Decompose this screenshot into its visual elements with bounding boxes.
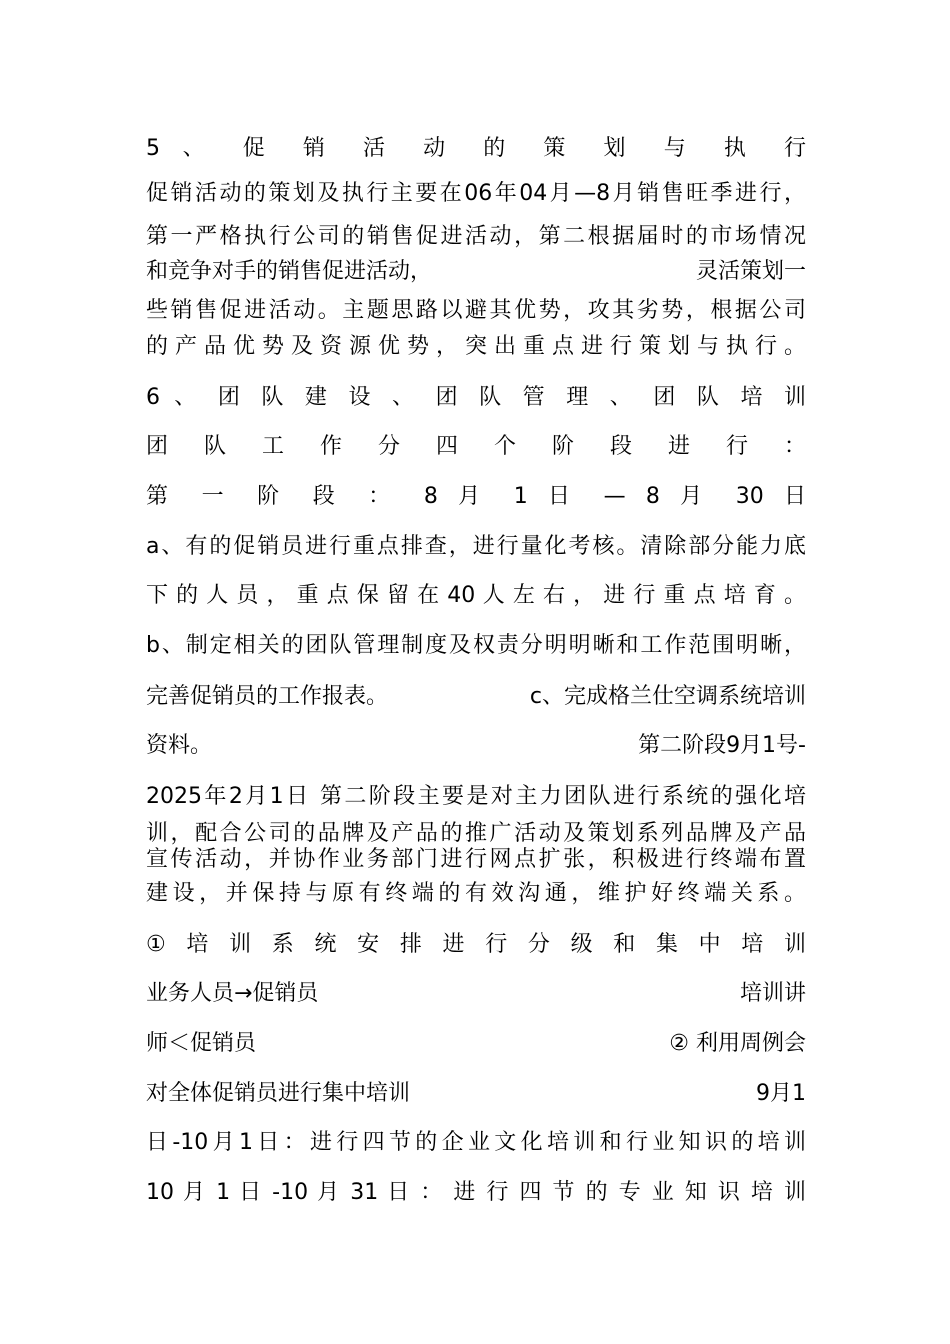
list-item-b: b、制定相关的团队管理制度及权责分明明晰和工作范围明晰，: [146, 633, 806, 658]
paragraph-line: [146, 683, 806, 711]
section-heading-6: 6 、 团 队 建 设 、 团 队 管 理 、 团 队 培 训: [146, 385, 806, 410]
paragraph-line: 日-10月1日：进行四节的企业文化培训和行业知识的培训: [146, 1130, 806, 1155]
text-segment: 9月1: [756, 1081, 806, 1106]
text-segment: 业务人员→促销员: [146, 981, 319, 1006]
text-segment: 资料。: [146, 733, 213, 758]
text-segment: 培训讲: [739, 981, 806, 1006]
text-segment: 对全体促销员进行集中培训: [146, 1081, 411, 1106]
stage-heading: 第二阶段9月1号-: [638, 733, 806, 758]
paragraph-line: [146, 1080, 806, 1108]
paragraph-line: 2025年2月1日 第二阶段主要是对主力团队进行系统的强化培: [146, 784, 806, 809]
paragraph-line: 建设，并保持与原有终端的有效沟通，维护好终端关系。: [146, 881, 806, 906]
list-item-1: ① 培 训 系 统 安 排 进 行 分 级 和 集 中 培 训: [146, 932, 806, 957]
paragraph-line: 促销活动的策划及执行主要在06年04月—8月销售旺季进行，: [146, 181, 806, 206]
list-item-a: a、有的促销员进行重点排查，进行量化考核。清除部分能力底: [146, 534, 806, 559]
paragraph-line: 宣传活动，并协作业务部门进行网点扩张，积极进行终端布置: [146, 847, 806, 872]
text-segment: 灵活策划一: [695, 259, 806, 284]
paragraph-line: 下 的 人 员 ， 重 点 保 留 在 40 人 左 右 ， 进 行 重 点 培 育 。: [146, 583, 806, 608]
paragraph-line: 训，配合公司的品牌及产品的推广活动及策划系列品牌及产品: [146, 821, 806, 846]
paragraph-line: [146, 258, 806, 286]
paragraph-line: 10 月 1 日 -10 月 31 日 ： 进 行 四 节 的 专 业 知 识 培 训: [146, 1180, 806, 1205]
stage-heading: 第 一 阶 段 ： 8 月 1 日 — 8 月 30 日: [146, 484, 806, 509]
list-item-c: c、完成格兰仕空调系统培训: [529, 684, 806, 709]
text-segment: 完善促销员的工作报表。: [146, 684, 389, 709]
text-segment: 和竞争对手的销售促进活动，: [146, 259, 433, 284]
text-segment: 师＜促销员: [146, 1031, 257, 1056]
list-item-2: ② 利用周例会: [669, 1031, 806, 1056]
paragraph-line: [146, 732, 806, 760]
paragraph-line: 些销售促进活动。主题思路以避其优势，攻其劣势，根据公司: [146, 298, 806, 323]
paragraph-line: [146, 1030, 806, 1058]
paragraph-line: 的 产 品 优 势 及 资 源 优 势 ， 突 出 重 点 进 行 策 划 与 执 行 。: [146, 334, 806, 359]
section-heading-5: 5 、 促 销 活 动 的 策 划 与 执 行: [146, 136, 806, 161]
paragraph-line: [146, 980, 806, 1008]
paragraph-line: 团 队 工 作 分 四 个 阶 段 进 行 ：: [146, 434, 806, 459]
paragraph-line: 第一严格执行公司的销售促进活动，第二根据届时的市场情况: [146, 224, 806, 249]
